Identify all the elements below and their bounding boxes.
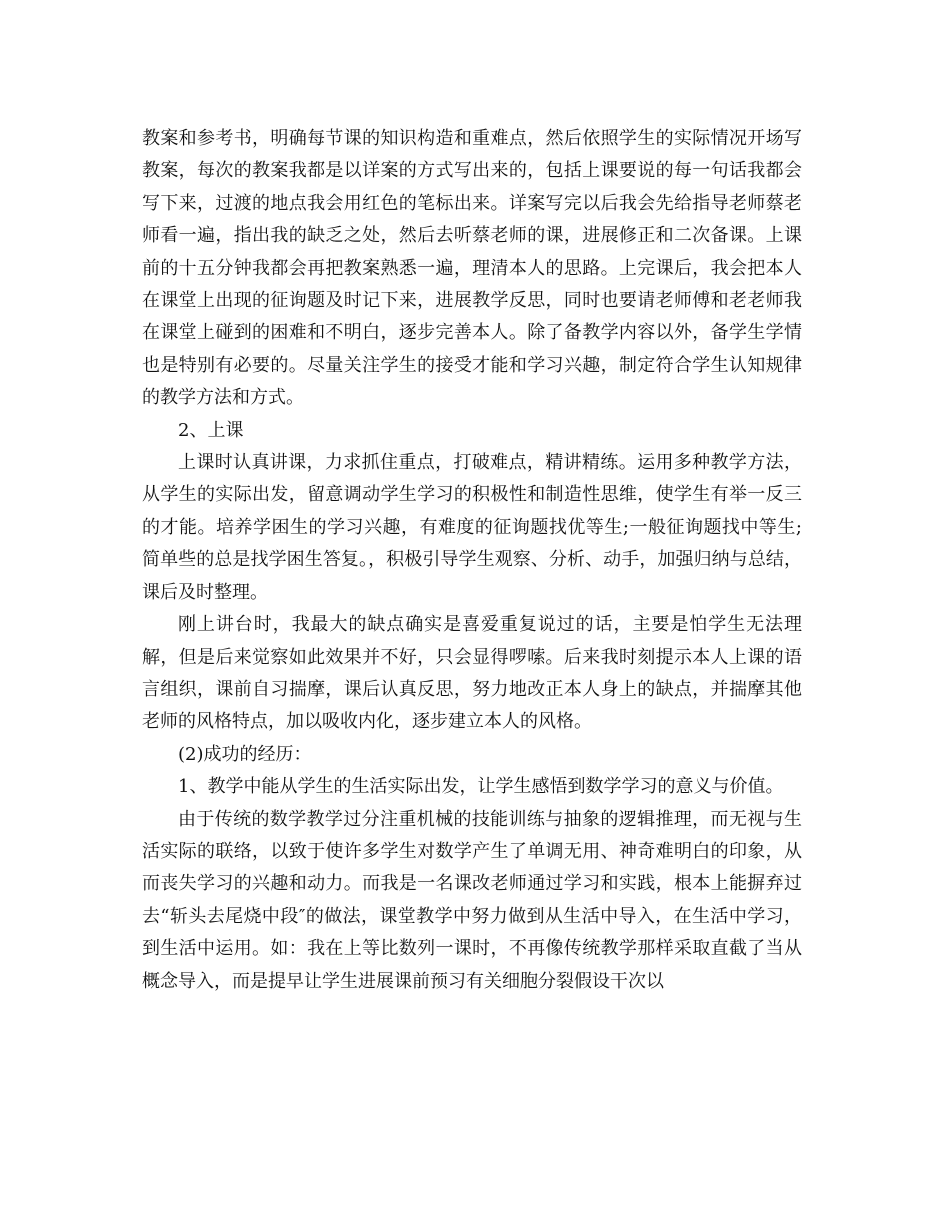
heading-success: (2)成功的经历：: [178, 743, 312, 765]
heading-point-1: 1、教学中能从学生的生活实际出发，让学生感悟到数学学习的意义与价值。: [178, 776, 784, 798]
document-body: [142, 123, 802, 998]
paragraph-intro: 教案和参考书，明确每节课的知识构造和重难点，然后依照学生的实际情况开场写教案，每次的教案我都是以详案的方式写出来的，包括上课要说的每一句话我都会写下来，过渡的地点我会用红色的笔标出来。详案写完以后我会先给指导老师蔡老师看一遍，指出我的缺乏之处，然后去听蔡老师的课，进展修正和二次备课。上课前的十五分钟我都会再把教案熟悉一遍，理清本人的思路。上完课后，我会把本人在课堂上出现的征询题及时记下来，进展教学反思，同时也要请老师傅和老老师我在课堂上碰到的困难和不明白，逐步完善本人。除了备教学内容以外，备学生学情也是特别有必要的。尽量关注学生的接受才能和学习兴趣，制定符合学生认知规律的教学方法和方式。: [142, 128, 802, 409]
heading-lesson: 2、上课: [178, 419, 244, 441]
paragraph-traditional: 由于传统的数学教学过分注重机械的技能训练与抽象的逻辑推理，而无视与生活实际的联络，以致于使许多学生对数学产生了单调无用、神奇难明白的印象，从而丧失学习的兴趣和动力。而我是一名课改老师通过学习和实践，根本上能摒弃过去“斩头去尾烧中段″的做法，课堂教学中努力做到从生活中导入，在生活中学习，到生活中运用。如：我在上等比数列一课时，不再像传统教学那样采取直截了当从概念导入，而是提早让学生进展课前预习有关细胞分裂假设干次以: [142, 808, 802, 992]
paragraph-lesson: 上课时认真讲课，力求抓住重点，打破难点，精讲精练。运用多种教学方法，从学生的实际出发，留意调动学生学习的积极性和制造性思维，使学生有举一反三的才能。培养学困生的学习兴趣，有难度的征询题找优等生;一般征询题找中等生;简单些的总是找学困生答复。，积极引导学生观察、分析、动手，加强归纳与总结，课后及时整理。: [142, 452, 802, 603]
paragraph-podium: 刚上讲台时，我最大的缺点确实是喜爱重复说过的话，主要是怕学生无法理解，但是后来觉察如此效果并不好，只会显得啰嗦。后来我时刻提示本人上课的语言组织，课前自习揣摩，课后认真反思，努力地改正本人身上的缺点，并揣摩其他老师的风格特点，加以吸收内化，逐步建立本人的风格。: [142, 614, 802, 733]
